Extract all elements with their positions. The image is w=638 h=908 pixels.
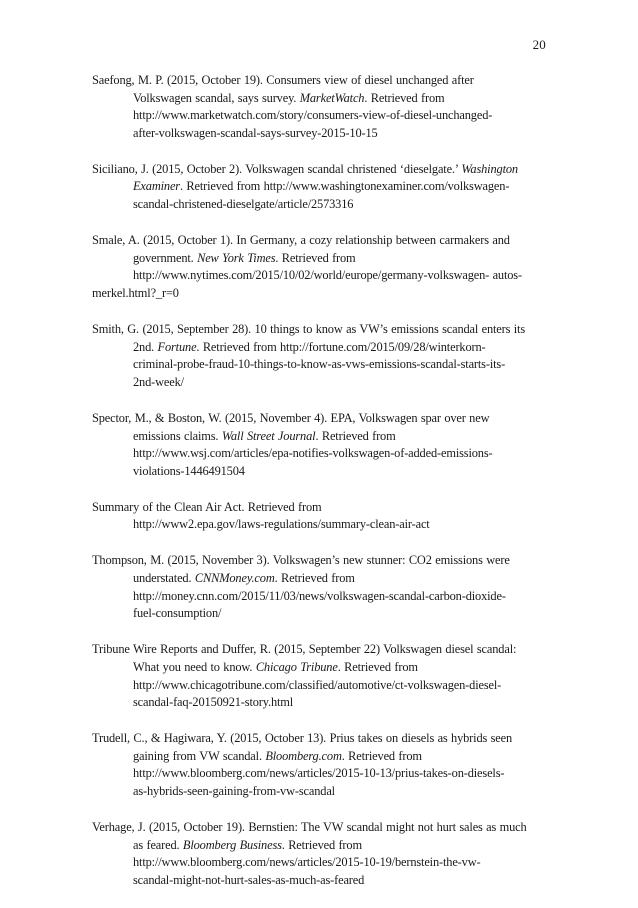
reference-line (92, 125, 547, 143)
source-title: Bloomberg.com (265, 748, 342, 763)
reference-text: 2nd-week/ (133, 374, 184, 389)
reference-text: gaining from VW scandal. (133, 748, 266, 763)
reference-line (92, 374, 547, 392)
reference-text: scandal-faq-20150921-story.html (133, 695, 294, 710)
reference-line (92, 90, 547, 108)
reference-line (92, 267, 547, 285)
reference-text: violations-1446491504 (133, 463, 245, 478)
reference-text: Trudell, C., & Hagiwara, Y. (2015, October 13). Prius takes on diesels as hybrids seen (92, 731, 513, 746)
reference-entry (92, 819, 547, 889)
reference-text: http://www.bloomberg.com/news/articles/2015-10-19/bernstein-the-vw- (133, 855, 481, 870)
source-title: Fortune (157, 339, 197, 354)
reference-line (92, 641, 547, 659)
reference-text: . Retrieved from (315, 428, 396, 443)
reference-entry (92, 730, 547, 800)
reference-line (92, 516, 547, 534)
reference-line (92, 72, 547, 90)
reference-text: as-hybrids-seen-gaining-from-vw-scandal (133, 784, 335, 798)
reference-line (92, 428, 547, 446)
reference-line (92, 677, 547, 695)
reference-line (92, 837, 547, 855)
reference-line (92, 694, 547, 712)
reference-entry (92, 321, 547, 391)
reference-text: Siciliano, J. (2015, October 2). Volkswagen scandal christened ‘dieselgate.’ (92, 161, 462, 176)
reference-line (92, 783, 547, 801)
reference-text: http://www.marketwatch.com/story/consumers-view-of-diesel-unchanged- (133, 108, 493, 123)
reference-text: What you need to know. (133, 659, 256, 674)
reference-text: . Retrieved from http://www.washingtonexaminer.com/volkswagen- (179, 179, 510, 194)
reference-text: http://www2.epa.gov/laws-regulations/summary-clean-air-act (133, 517, 430, 532)
reference-entry (92, 161, 547, 214)
source-title: Examiner (133, 179, 180, 194)
reference-text: emissions claims. (133, 428, 222, 443)
reference-line (92, 321, 547, 339)
reference-text: Saefong, M. P. (2015, October 19). Consumers view of diesel unchanged after (92, 73, 474, 87)
source-title: Wall Street Journal (221, 428, 316, 443)
reference-line (92, 285, 547, 303)
reference-text: Thompson, M. (2015, November 3). Volkswagen’s new stunner: CO2 emissions were (92, 553, 510, 568)
reference-entry (92, 232, 547, 302)
reference-line (92, 196, 547, 214)
reference-text: http://www.chicagotribune.com/classified/automotive/ct-volkswagen-diesel- (133, 677, 502, 692)
reference-text: Smale, A. (2015, October 1). In Germany, a cozy relationship between carmakers and (92, 233, 510, 248)
reference-text: merkel.html?_r=0 (92, 285, 179, 300)
reference-text: Verhage, J. (2015, October 19). Bernstien: The VW scandal might not hurt sales as much (92, 820, 527, 835)
reference-text: Volkswagen scandal, says survey. (133, 90, 300, 105)
reference-text: . Retrieved from (364, 90, 445, 105)
reference-list (92, 72, 547, 908)
reference-text: government. (133, 250, 198, 265)
reference-text: . Retrieved from (274, 571, 355, 586)
reference-text: http://money.cnn.com/2015/11/03/news/volkswagen-scandal-carbon-dioxide- (133, 588, 506, 603)
source-title: CNNMoney.com (194, 571, 275, 586)
reference-line (92, 730, 547, 748)
reference-line (92, 356, 547, 374)
reference-line (92, 588, 547, 606)
reference-line (92, 339, 547, 357)
reference-entry (92, 410, 547, 480)
reference-text: http://www.nytimes.com/2015/10/02/world/europe/germany-volkswagen- autos- (133, 268, 522, 283)
reference-text: . Retrieved from (341, 748, 422, 763)
reference-text: . Retrieved from (337, 659, 418, 674)
reference-line (92, 463, 547, 481)
reference-text: as feared. (133, 837, 183, 852)
reference-line (92, 232, 547, 250)
reference-text: scandal-might-not-hurt-sales-as-much-as-feared (133, 872, 365, 887)
reference-text: . Retrieved from http://fortune.com/2015/09/28/winterkorn- (196, 339, 486, 354)
reference-text: criminal-probe-fraud-10-things-to-know-as-vws-emissions-scandal-starts-its- (133, 357, 506, 372)
reference-text: Spector, M., & Boston, W. (2015, November 4). EPA, Volkswagen spar over new (92, 410, 490, 425)
source-title: Bloomberg Business (182, 837, 282, 852)
reference-line (92, 605, 547, 623)
page-number: 20 (532, 37, 546, 52)
reference-line (92, 445, 547, 463)
reference-line (92, 107, 547, 125)
reference-line (92, 854, 547, 872)
reference-text: scandal-christened-dieselgate/article/2573316 (133, 197, 354, 212)
reference-line (92, 570, 547, 588)
reference-text: Tribune Wire Reports and Duffer, R. (2015, September 22) Volkswagen diesel scandal: (92, 642, 517, 657)
reference-line (92, 410, 547, 428)
reference-line (92, 499, 547, 517)
reference-line (92, 552, 547, 570)
reference-entry (92, 499, 547, 534)
reference-line (92, 819, 547, 837)
source-title: Chicago Tribune (255, 659, 338, 674)
reference-entry (92, 72, 547, 142)
source-title: New York Times (197, 250, 276, 265)
reference-entry (92, 641, 547, 711)
reference-text: . Retrieved from (275, 250, 356, 265)
reference-line (92, 250, 547, 268)
reference-line (92, 872, 547, 890)
reference-line (92, 765, 547, 783)
reference-text: . Retrieved from (281, 837, 362, 852)
source-title: MarketWatch (299, 90, 365, 105)
reference-text: Smith, G. (2015, September 28). 10 things to know as VW’s emissions scandal enters its (92, 322, 526, 337)
reference-text: fuel-consumption/ (133, 606, 222, 621)
source-title: Washington (461, 161, 518, 176)
reference-text: http://www.bloomberg.com/news/articles/2015-10-13/prius-takes-on-diesels- (133, 766, 505, 781)
reference-text: http://www.wsj.com/articles/epa-notifies-volkswagen-of-added-emissions- (133, 446, 493, 461)
reference-text: 2nd. (133, 339, 158, 354)
reference-line (92, 659, 547, 677)
reference-text: understated. (133, 571, 195, 586)
reference-line (92, 748, 547, 766)
reference-entry (92, 552, 547, 622)
reference-text: after-volkswagen-scandal-says-survey-2015-10-15 (133, 125, 378, 140)
reference-line (92, 161, 547, 179)
reference-line (92, 178, 547, 196)
reference-text: Summary of the Clean Air Act. Retrieved from (92, 499, 322, 514)
